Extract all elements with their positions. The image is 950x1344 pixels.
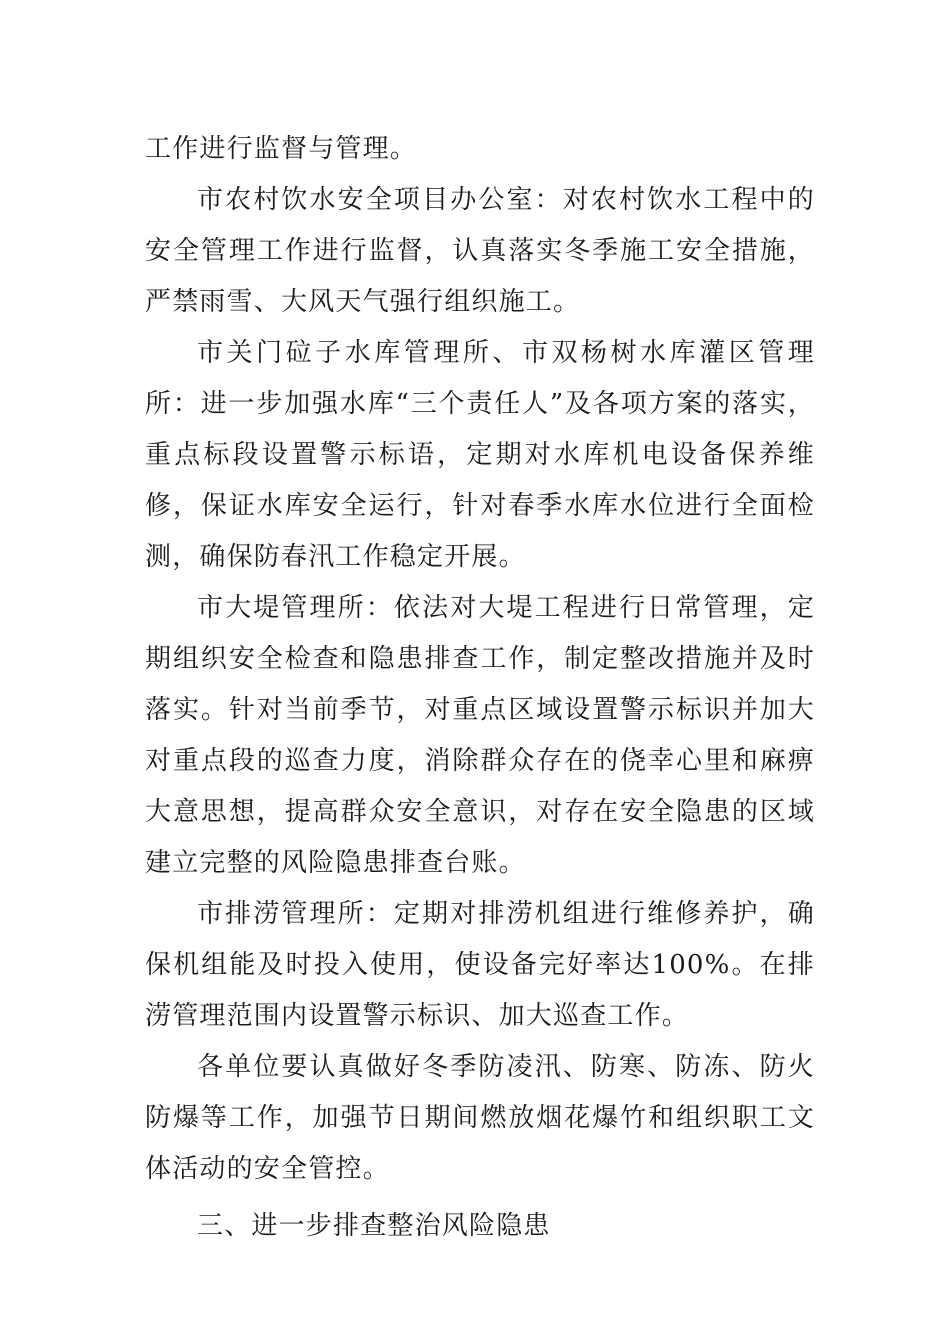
section-heading: 三、进一步排查整治风险隐患 [197,1211,551,1241]
paragraph-reservoir-management: 市关门砬子水库管理所、市双杨树水库灌区管理所：进一步加强水库“三个责任人”及各项方案的落实，重点标段设置警示标语，定期对水库机电设备保养维修，保证水库安全运行，针对春季水库水位进行全面检测，确保防春汛工作稳定开展。 [145,338,815,572]
paragraph-continuation: 工作进行监督与管理。 [145,134,418,164]
paragraph-all-units: 各单位要认真做好冬季防凌汛、防寒、防冻、防火防爆等工作，加强节日期间燃放烟花爆竹和组织职工文体活动的安全管控。 [145,1052,815,1184]
document-body [145,124,815,1252]
paragraph-embankment-management: 市大堤管理所：依法对大堤工程进行日常管理，定期组织安全检查和隐患排查工作，制定整改措施并及时落实。针对当前季节，对重点区域设置警示标识并加大对重点段的巡查力度，消除群众存在的侥幸心里和麻痹大意思想，提高群众安全意识，对存在安全隐患的区域建立完整的风险隐患排查台账。 [145,593,815,878]
paragraph-drainage-management: 市排涝管理所：定期对排涝机组进行维修养护，确保机组能及时投入使用，使设备完好率达100%。在排涝管理范围内设置警示标识、加大巡查工作。 [145,899,815,1031]
paragraph-rural-water-office: 市农村饮水安全项目办公室：对农村饮水工程中的安全管理工作进行监督，认真落实冬季施工安全措施，严禁雨雪、大风天气强行组织施工。 [145,185,815,317]
